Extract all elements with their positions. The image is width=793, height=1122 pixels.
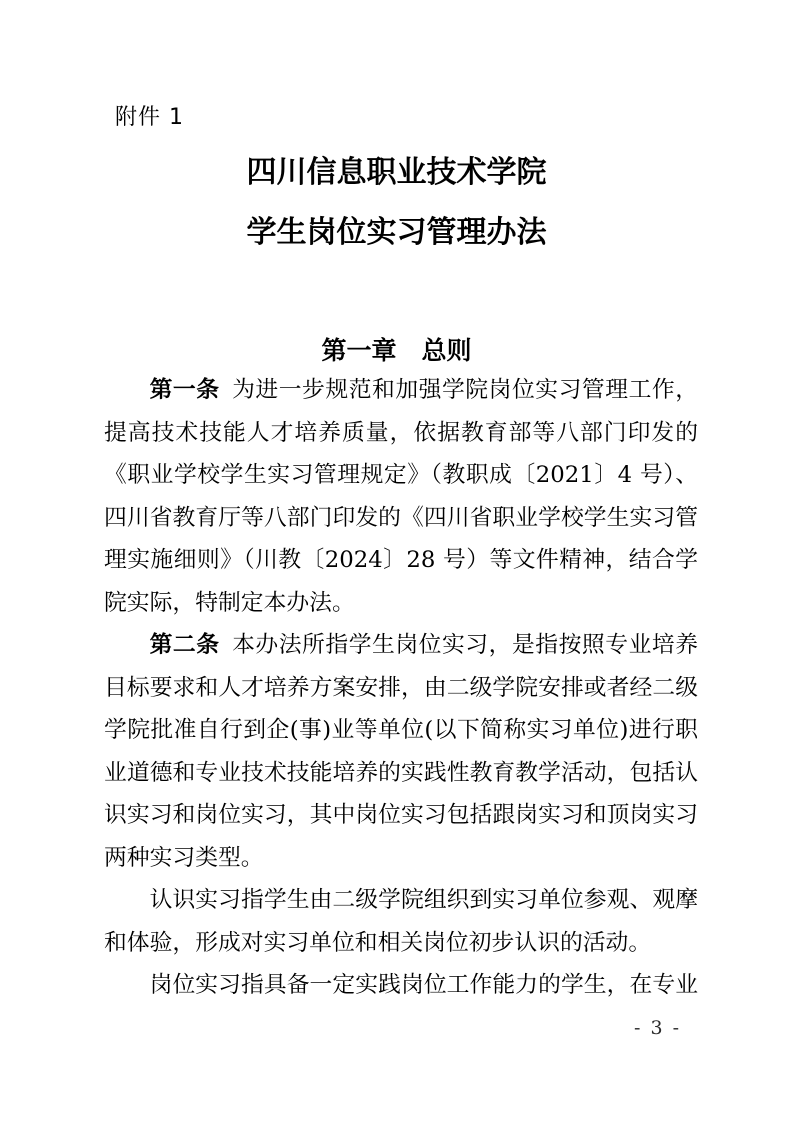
paragraph-cognition-internship	[104, 879, 698, 964]
paragraph-post-internship	[104, 964, 698, 1007]
paragraph-article-2	[104, 624, 698, 879]
document-body	[104, 369, 698, 1007]
paragraph-3-text: 认识实习指学生由二级学院组织到实习单位参观、观摩和体验，形成对实习单位和相关岗位初步认识的活动。	[104, 887, 698, 956]
attachment-label: 附件 1	[115, 105, 184, 130]
paragraph-4-text: 岗位实习指具备一定实践岗位工作能力的学生，在专业	[149, 972, 698, 998]
article-1-number: 第一条	[149, 377, 220, 403]
document-title-line1: 四川信息职业技术学院	[246, 155, 547, 190]
page-number: - 3 -	[633, 1017, 681, 1039]
chapter-heading: 第一章 总则	[321, 336, 472, 365]
article-2-number: 第二条	[149, 632, 220, 658]
article-2-text: 本办法所指学生岗位实习，是指按照专业培养目标要求和人才培养方案安排，由二级学院安排或者经二级学院批准自行到企(事)业等单位(以下简称实习单位)进行职业道德和专业技术技能培养的实践性教育教学活动，包括认识实习和岗位实习，其中岗位实习包括跟岗实习和顶岗实习两种实习类型。	[104, 632, 699, 871]
paragraph-article-1	[104, 369, 698, 624]
article-1-text: 为进一步规范和加强学院岗位实习管理工作，提高技术技能人才培养质量，依据教育部等八部门印发的《职业学校学生实习管理规定》（教职成〔2021〕4 号）、四川省教育厅等八部门印发的《四川省职业学校学生实习管理实施细则》（川教〔2024〕28 号）等文件精神，结合学院实际，特制定本办法。	[104, 377, 699, 616]
document-title-line2: 学生岗位实习管理办法	[246, 215, 547, 250]
